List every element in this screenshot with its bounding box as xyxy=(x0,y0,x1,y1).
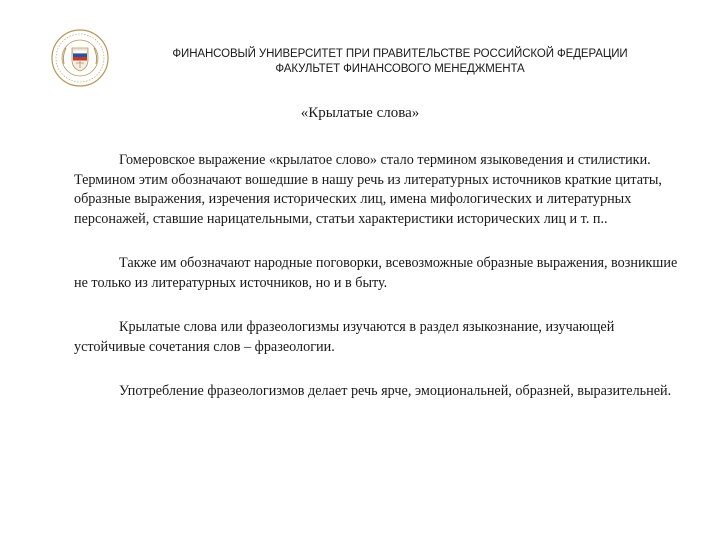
document-body xyxy=(74,151,684,427)
document-header xyxy=(140,47,660,77)
university-logo xyxy=(50,28,110,88)
paragraph-4: Употребление фразеологизмов делает речь ярче, эмоциональней, образней, выразительней. xyxy=(119,383,672,399)
university-emblem-icon xyxy=(50,28,110,88)
university-name: ФИНАНСОВЫЙ УНИВЕРСИТЕТ ПРИ ПРАВИТЕЛЬСТВЕ РОССИЙСКОЙ ФЕДЕРАЦИИ xyxy=(172,48,628,60)
page-title: «Крылатые слова» xyxy=(300,105,420,121)
faculty-name: ФАКУЛЬТЕТ ФИНАНСОВОГО МЕНЕДЖМЕНТА xyxy=(275,63,525,75)
paragraph-3: Крылатые слова или фразеологизмы изучаются в раздел языкознание, изучающей устойчивые сочетания слов – фразеологии. xyxy=(74,319,615,355)
paragraph-1: Гомеровское выражение «крылатое слово» стало термином языковедения и стилистики. Термином этим обозначают вошедшие в нашу речь из литературных источников краткие цитаты, образные выражения, изречения исторических лиц, имена мифологических и литературных персонажей, ставшие нарицательными, статьи характеристики исторических лиц и т. п.. xyxy=(74,152,662,227)
paragraph-2: Также им обозначают народные поговорки, всевозможные образные выражения, возникшие не только из литературных источников, но и в быту. xyxy=(74,255,678,291)
